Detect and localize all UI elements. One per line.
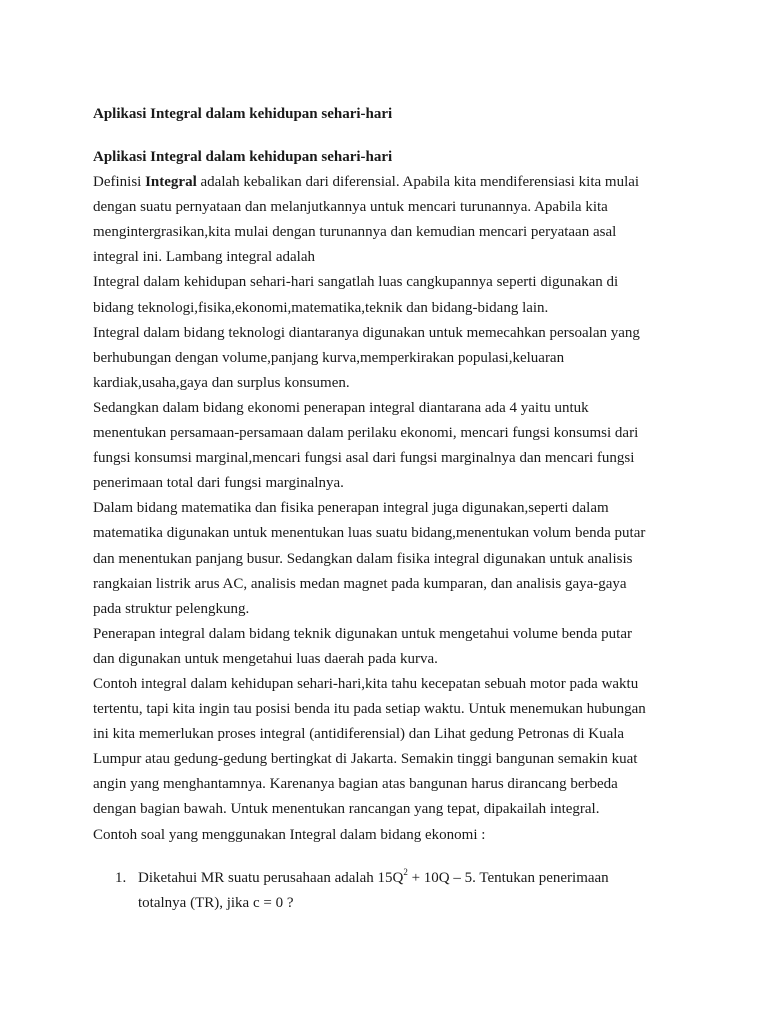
definition-line	[93, 170, 673, 195]
paragraph-line: dengan bagian bawah. Untuk menentukan rancangan yang tepat, dipakailah integral.	[93, 801, 600, 818]
paragraph-line: rangkaian listrik arus AC, analisis medan magnet pada kumparan, dan analisis gaya-gaya	[93, 575, 627, 592]
paragraph-line: Sedangkan dalam bidang ekonomi penerapan integral diantarana ada 4 yaitu untuk	[93, 399, 589, 416]
document-title: Aplikasi Integral dalam kehidupan sehari-hari	[93, 106, 393, 122]
list-item	[93, 866, 673, 916]
paragraph-line: tertentu, tapi kita ingin tau posisi benda itu pada setiap waktu. Untuk menemukan hubungan	[93, 701, 646, 718]
paragraph-line: Contoh soal yang menggunakan Integral dalam bidang ekonomi :	[93, 826, 486, 843]
list-number: 1.	[115, 870, 127, 886]
definition-term: Integral	[145, 174, 197, 191]
paragraph-line: pada struktur pelengkung.	[93, 600, 250, 617]
paragraph-line: dan digunakan untuk mengetahui luas daerah pada kurva.	[93, 650, 438, 667]
paragraph-line: matematika digunakan untuk menentukan luas suatu bidang,menentukan volum benda putar	[93, 525, 646, 542]
exponent: 2	[403, 867, 408, 877]
section-title: Aplikasi Integral dalam kehidupan sehari-hari	[93, 149, 393, 165]
paragraph-line: menentukan persamaan-persamaan dalam perilaku ekonomi, mencari fungsi konsumsi dari	[93, 425, 639, 442]
paragraph-line: bidang teknologi,fisika,ekonomi,matematika,teknik dan bidang-bidang lain.	[93, 299, 549, 316]
paragraph-line: berhubungan dengan volume,panjang kurva,memperkirakan populasi,keluaran	[93, 349, 565, 366]
list-text: Diketahui MR suatu perusahaan adalah 15Q	[138, 870, 404, 886]
definition-rest: adalah kebalikan dari diferensial. Apabila kita mendiferensiasi kita mulai	[196, 174, 640, 191]
paragraph-line: Dalam bidang matematika dan fisika penerapan integral juga digunakan,seperti dalam	[93, 500, 609, 517]
paragraph-line: dan menentukan panjang busur. Sedangkan dalam fisika integral digunakan untuk analisis	[93, 550, 633, 567]
paragraph-line: ini kita memerlukan proses integral (antidiferensial) dan Lihat gedung Petronas di Kuala	[93, 726, 625, 743]
paragraph-line: kardiak,usaha,gaya dan surplus konsumen.	[93, 374, 350, 391]
paragraph-line: penerimaan total dari fungsi marginalnya.	[93, 475, 344, 492]
paragraph-line: fungsi konsumsi marginal,mencari fungsi asal dari fungsi marginalnya dan mencari fungsi	[93, 450, 635, 467]
definition-prefix: Definisi	[93, 174, 146, 191]
paragraph-line: angin yang menghantamnya. Karenanya bagian atas bangunan harus dirancang berbeda	[93, 776, 618, 793]
list-item-line: totalnya (TR), jika c = 0 ?	[138, 895, 294, 911]
definition-line: dengan suatu pernyataan dan melanjutkannya untuk mencari turunannya. Apabila kita	[93, 199, 608, 216]
paragraph-line: Integral dalam kehidupan sehari-hari sangatlah luas cangkupannya seperti digunakan di	[93, 274, 619, 291]
document-body	[93, 145, 673, 848]
paragraph-line: Lumpur atau gedung-gedung bertingkat di Jakarta. Semakin tinggi bangunan semakin kuat	[93, 751, 638, 768]
paragraph-line: Integral dalam bidang teknologi diantaranya digunakan untuk memecahkan persoalan yang	[93, 324, 640, 341]
paragraph-line: Penerapan integral dalam bidang teknik digunakan untuk mengetahui volume benda putar	[93, 625, 633, 642]
paragraph-line: Contoh integral dalam kehidupan sehari-hari,kita tahu kecepatan sebuah motor pada waktu	[93, 675, 639, 692]
definition-line: integral ini. Lambang integral adalah	[93, 249, 315, 266]
list-text: + 10Q – 5. Tentukan penerimaan	[407, 870, 609, 886]
definition-line: mengintergrasikan,kita mulai dengan turunannya dan kemudian mencari peryataan asal	[93, 224, 617, 241]
list-item-line	[138, 866, 673, 891]
numbered-list	[93, 866, 673, 916]
